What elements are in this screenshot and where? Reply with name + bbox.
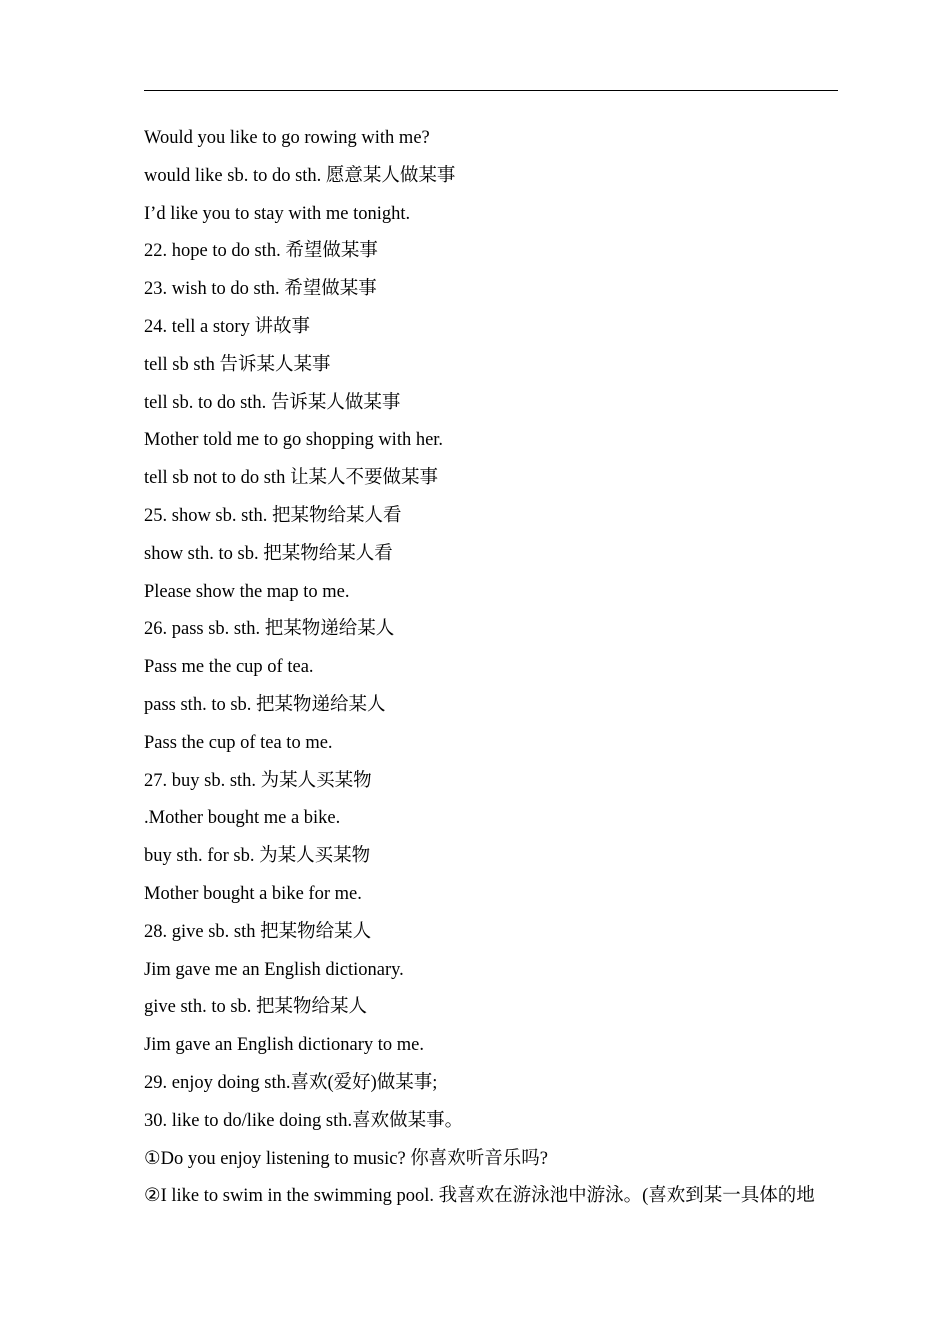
text-line: buy sth. for sb. 为某人买某物 — [144, 846, 371, 867]
text-line: ①Do you enjoy listening to music? 你喜欢听音乐吗? — [144, 1148, 549, 1169]
text-line: 26. pass sb. sth. 把某物递给某人 — [144, 619, 395, 640]
text-line: pass sth. to sb. 把某物递给某人 — [144, 694, 386, 715]
text-line: 27. buy sb. sth. 为某人买某物 — [144, 770, 372, 791]
text-line: 25. show sb. sth. 把某物给某人看 — [144, 505, 402, 526]
text-line: Mother bought a bike for me. — [144, 883, 362, 904]
text-line: 22. hope to do sth. 希望做某事 — [144, 241, 378, 262]
header-rule — [144, 90, 838, 91]
text-line: ②I like to swim in the swimming pool. 我喜欢在游泳池中游泳。(喜欢到某一具体的地 — [144, 1186, 815, 1207]
text-line: 29. enjoy doing sth.喜欢(爱好)做某事; — [144, 1072, 438, 1093]
text-line: Would you like to go rowing with me? — [144, 128, 430, 148]
text-line: tell sb. to do sth. 告诉某人做某事 — [144, 392, 401, 413]
text-line: 24. tell a story 讲故事 — [144, 316, 310, 337]
text-line: Mother told me to go shopping with her. — [144, 430, 444, 451]
text-line: .Mother bought me a bike. — [144, 808, 341, 829]
text-line: Please show the map to me. — [144, 581, 350, 602]
text-line: 23. wish to do sth. 希望做某事 — [144, 279, 377, 300]
text-line: tell sb not to do sth 让某人不要做某事 — [144, 468, 438, 489]
text-line: Pass the cup of tea to me. — [144, 732, 333, 753]
text-line: Jim gave an English dictionary to me. — [144, 1035, 425, 1056]
text-line: Jim gave me an English dictionary. — [144, 959, 404, 980]
text-line: show sth. to sb. 把某物给某人看 — [144, 543, 393, 564]
text-line: would like sb. to do sth. 愿意某人做某事 — [144, 165, 456, 186]
text-line: I’d like you to stay with me tonight. — [144, 203, 411, 224]
text-line: 28. give sb. sth 把某物给某人 — [144, 921, 372, 942]
text-line: Pass me the cup of tea. — [144, 657, 314, 678]
document-body — [144, 125, 844, 1221]
text-line: tell sb sth 告诉某人某事 — [144, 354, 331, 375]
text-line: 30. like to do/like doing sth.喜欢做某事。 — [144, 1110, 464, 1131]
text-line: give sth. to sb. 把某物给某人 — [144, 997, 368, 1018]
